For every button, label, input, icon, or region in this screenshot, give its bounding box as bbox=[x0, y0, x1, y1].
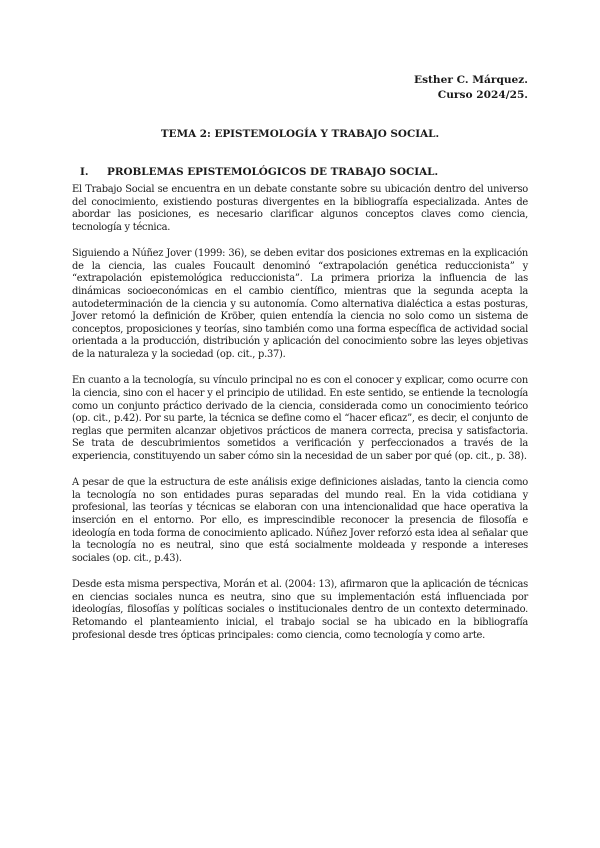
paragraph-3: En cuanto a la tecnología, su vínculo principal no es con el conocer y explicar, como ocurre con la ciencia, sino con el hacer y el principio de utilidad. En este sentido, se entiende la tecnología como un conjunto práctico derivado de la ciencia, considerada como un conocimiento teórico (op. cit., p.42). Por su parte, la técnica se define como el “hacer eficaz”, es decir, el conjunto de reglas que permiten alcanzar objetivos prácticos de manera correcta, precisa y satisfactoria. Se trata de descubrimientos sometidos a verificación y perfeccionados a través de la experiencia, constituyendo un saber cómo sin la necesidad de un saber por qué (op. cit., p. 38). bbox=[72, 375, 528, 462]
paragraph-2: Siguiendo a Núñez Jover (1999: 36), se deben evitar dos posiciones extremas en la explicación de la ciencia, las cuales Foucault denominó “extrapolación genética reduccionista” y “extrapolación epistemológica reduccionista”. La primera prioriza la influencia de las dinámicas socioeconómicas en el cambio científico, mientras que la segunda acepta la autodeterminación de la ciencia y su autonomía. Como alternativa dialéctica a estas posturas, Jover retomó la definición de Kröber, quien entendía la ciencia no solo como un sistema de conceptos, proposiciones y teorías, sino también como una forma específica de actividad social orientada a la producción, distribución y aplicación del conocimiento sobre las leyes objetivas de la naturaleza y la sociedad (op. cit., p.37). bbox=[72, 248, 528, 360]
paragraph-5: Desde esta misma perspectiva, Morán et al. (2004: 13), afirmaron que la aplicación de técnicas en ciencias sociales nunca es neutra, sino que su implementación está influenciada por ideologías, filosofías y políticas sociales o institucionales dentro de un contexto determinado. Retomando el planteamiento inicial, el trabajo social se ha ubicado en la bibliografía profesional desde tres ópticas principales: como ciencia, como tecnología y como arte. bbox=[72, 579, 528, 641]
paragraph-4: A pesar de que la estructura de este análisis exige definiciones aisladas, tanto la ciencia como la tecnología no son entidades puras separadas del mundo real. En la vida cotidiana y profesional, las teorías y técnicas se elaboran con una intencionalidad que hace operativa la inserción en el entorno. Por ello, es imprescindible reconocer la presencia de filosofía e ideología en toda forma de conocimiento aplicado. Núñez Jover reforzó esta idea al señalar que la tecnología no es neutral, sino que está socialmente moldeada y responde a intereses sociales (op. cit., p.43). bbox=[72, 477, 528, 564]
body-text bbox=[72, 184, 528, 656]
course-year: Curso 2024/25. bbox=[437, 89, 528, 101]
author-name: Esther C. Márquez. bbox=[414, 74, 528, 86]
paragraph-1: El Trabajo Social se encuentra en un debate constante sobre su ubicación dentro del universo del conocimiento, existiendo posturas divergentes en la bibliografía especializada. Antes de abordar las posiciones, es necesario clarificar algunos conceptos claves como ciencia, tecnología y técnica. bbox=[72, 184, 528, 233]
section-title: PROBLEMAS EPISTEMOLÓGICOS DE TRABAJO SOCIAL. bbox=[107, 166, 439, 178]
author-block bbox=[414, 73, 528, 103]
document-title: TEMA 2: EPISTEMOLOGÍA Y TRABAJO SOCIAL. bbox=[160, 128, 440, 140]
section-number: I. bbox=[80, 166, 89, 178]
section-heading bbox=[80, 166, 438, 178]
